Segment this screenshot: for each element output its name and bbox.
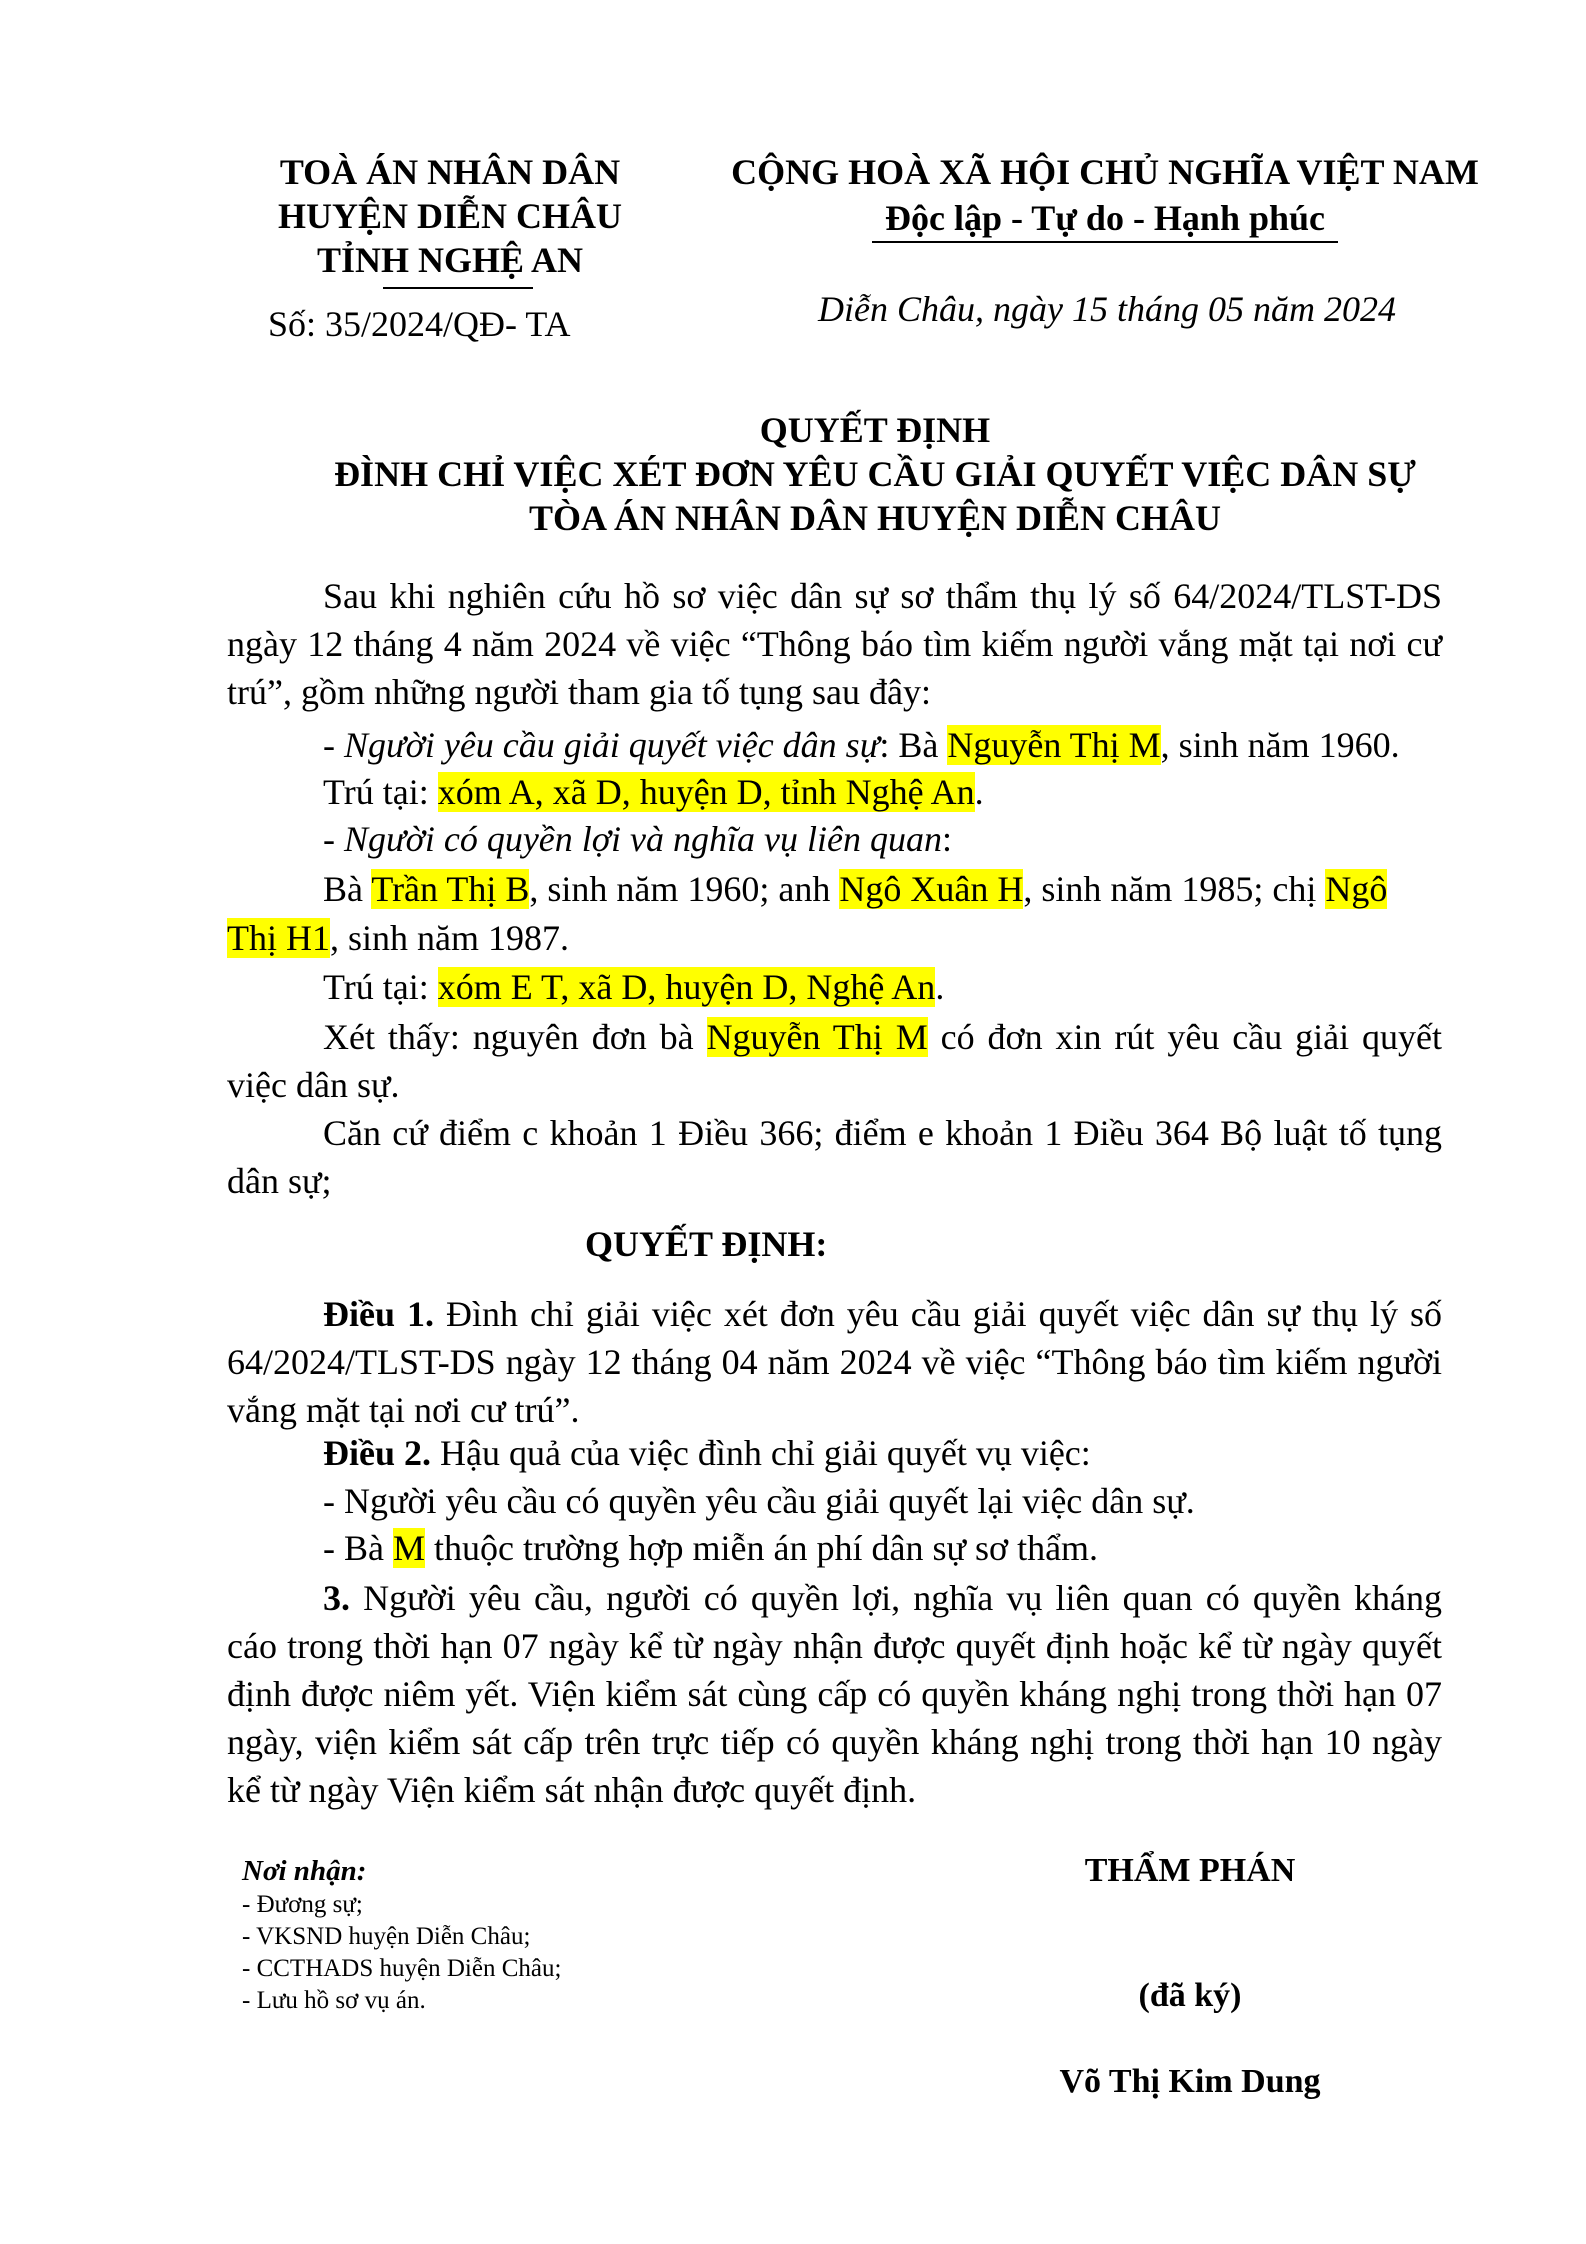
republic-name: CỘNG HOÀ XÃ HỘI CHỦ NGHĨA VIỆT NAM — [731, 152, 1479, 192]
article-3-text: Người yêu cầu, người có quyền lợi, nghĩa vụ liên quan có quyền kháng cáo trong thời hạn 07 ngày kể từ ngày nhận được quyết định hoặc kể từ ngày quyết định được niêm yết. Viện kiểm sát cùng cấp có quyền kháng nghị trong thời hạn 07 ngày, viện kiểm sát cấp trên trực tiếp có quyền kháng nghị trong thời hạn 10 ngày kể từ ngày Viện kiểm sát nhận được quyết định. — [227, 1578, 1442, 1810]
related-parties-line2 — [227, 917, 569, 959]
requester-suffix: , sinh năm 1960. — [1160, 725, 1400, 765]
requester-address-line — [323, 771, 984, 813]
related-name-3b: Thị H1 — [227, 918, 330, 958]
rel-mid1: , sinh năm 1960; anh — [529, 869, 840, 909]
requester-address: xóm A, xã D, huyện D, tỉnh Nghệ An — [437, 772, 975, 812]
motto-underline — [872, 241, 1338, 243]
related-label: - Người có quyền lợi và nghĩa vụ liên quan — [323, 819, 942, 859]
article-2-item-1: - Người yêu cầu có quyền yêu cầu giải quyết lại việc dân sự. — [323, 1481, 1195, 1521]
related-name-3a: Ngô — [1325, 869, 1388, 909]
residence-label: Trú tại: — [323, 772, 438, 812]
recipient-item: - VKSND huyện Diễn Châu; — [242, 1923, 531, 1950]
consider-suffix: có đơn xin rút yêu cầu giải quyết việc dân sự. — [227, 1017, 1442, 1105]
intro-text: Sau khi nghiên cứu hồ sơ việc dân sự sơ thẩm thụ lý số 64/2024/TLST-DS ngày 12 tháng 4 năm 2024 về việc “Thông báo tìm kiếm người vắng mặt tại nơi cư trú”, gồm những người tham gia tố tụng sau đây: — [227, 576, 1442, 712]
requester-prefix: : Bà — [879, 725, 948, 765]
colon: : — [941, 819, 952, 859]
decision-number: Số: 35/2024/QĐ- TA — [268, 304, 571, 344]
decision-heading: QUYẾT ĐỊNH: — [585, 1224, 828, 1264]
related-parties-line1 — [323, 868, 1387, 910]
related-address: xóm E T, xã D, huyện D, Nghệ An — [437, 967, 936, 1007]
requester-name: Nguyễn Thị M — [947, 725, 1161, 765]
legal-basis-text: Căn cứ điểm c khoản 1 Điều 366; điểm e khoản 1 Điều 364 Bộ luật tố tụng dân sự; — [227, 1113, 1442, 1201]
doc-title: QUYẾT ĐỊNH — [759, 410, 991, 450]
signed-mark: (đã ký) — [1138, 1977, 1242, 2014]
court-name-line1: TOÀ ÁN NHÂN DÂN — [279, 152, 621, 192]
consider-name: Nguyễn Thị M — [706, 1017, 928, 1057]
court-name-line2: HUYỆN DIỄN CHÂU — [277, 196, 623, 236]
period: . — [974, 772, 984, 812]
doc-subtitle: ĐÌNH CHỈ VIỆC XÉT ĐƠN YÊU CẦU GIẢI QUYẾT VIỆC DÂN SỰ — [334, 454, 1416, 494]
intro-paragraph — [227, 572, 1442, 716]
signer-role: THẨM PHÁN — [1084, 1852, 1296, 1889]
legal-basis-paragraph — [227, 1109, 1442, 1205]
article-2-text: Hậu quả của việc đình chỉ giải quyết vụ việc: — [431, 1433, 1091, 1473]
court-name-line3: TỈNH NGHỆ AN — [316, 240, 584, 280]
recipient-item: - Lưu hồ sơ vụ án. — [242, 1987, 426, 2014]
article-2-item-2-suffix: thuộc trường hợp miễn án phí dân sự sơ thẩm. — [425, 1528, 1099, 1568]
consider-prefix: Xét thấy: nguyên đơn bà — [323, 1017, 707, 1057]
article-2-item-2-prefix: - Bà — [323, 1528, 393, 1568]
article-3 — [227, 1574, 1442, 1814]
motto: Độc lập - Tự do - Hạnh phúc — [884, 198, 1326, 238]
article-2-label: Điều 2. — [323, 1433, 431, 1473]
recipient-item: - CCTHADS huyện Diễn Châu; — [242, 1955, 562, 1982]
consideration-paragraph — [227, 1013, 1442, 1109]
recipients-heading: Nơi nhận: — [242, 1855, 367, 1887]
doc-subtitle-court: TÒA ÁN NHÂN DÂN HUYỆN DIỄN CHÂU — [528, 498, 1222, 538]
article-1 — [227, 1290, 1442, 1434]
article-2-item-2-name: M — [392, 1528, 425, 1568]
requester-line — [323, 724, 1400, 766]
recipients-block — [242, 1853, 561, 2017]
related-label-line — [323, 818, 952, 860]
article-1-label: Điều 1. — [323, 1294, 434, 1334]
rel-prefix: Bà — [323, 869, 372, 909]
court-underline — [383, 287, 533, 289]
period-2: . — [935, 967, 945, 1007]
court-header — [260, 150, 640, 282]
rel-mid2: , sinh năm 1985; chị — [1023, 869, 1326, 909]
requester-label: - Người yêu cầu giải quyết việc dân sự — [323, 725, 880, 765]
related-address-line — [323, 966, 944, 1008]
article-2 — [323, 1432, 1091, 1474]
article-2-item-2 — [323, 1527, 1098, 1569]
rel-suffix: , sinh năm 1987. — [330, 918, 569, 958]
signer-name: Võ Thị Kim Dung — [1059, 2063, 1321, 2100]
related-name-1: Trần Thị B — [371, 869, 530, 909]
related-name-2: Ngô Xuân H — [839, 869, 1024, 909]
residence-label-2: Trú tại: — [323, 967, 438, 1007]
place-date: Diễn Châu, ngày 15 tháng 05 năm 2024 — [818, 289, 1396, 329]
recipient-item: - Đương sự; — [242, 1891, 363, 1918]
article-1-text: Đình chỉ giải việc xét đơn yêu cầu giải quyết việc dân sự thụ lý số 64/2024/TLST-DS ngày 12 tháng 04 năm 2024 về việc “Thông báo tìm kiếm người vắng mặt tại nơi cư trú”. — [227, 1294, 1443, 1430]
article-3-label: 3. — [323, 1578, 350, 1618]
